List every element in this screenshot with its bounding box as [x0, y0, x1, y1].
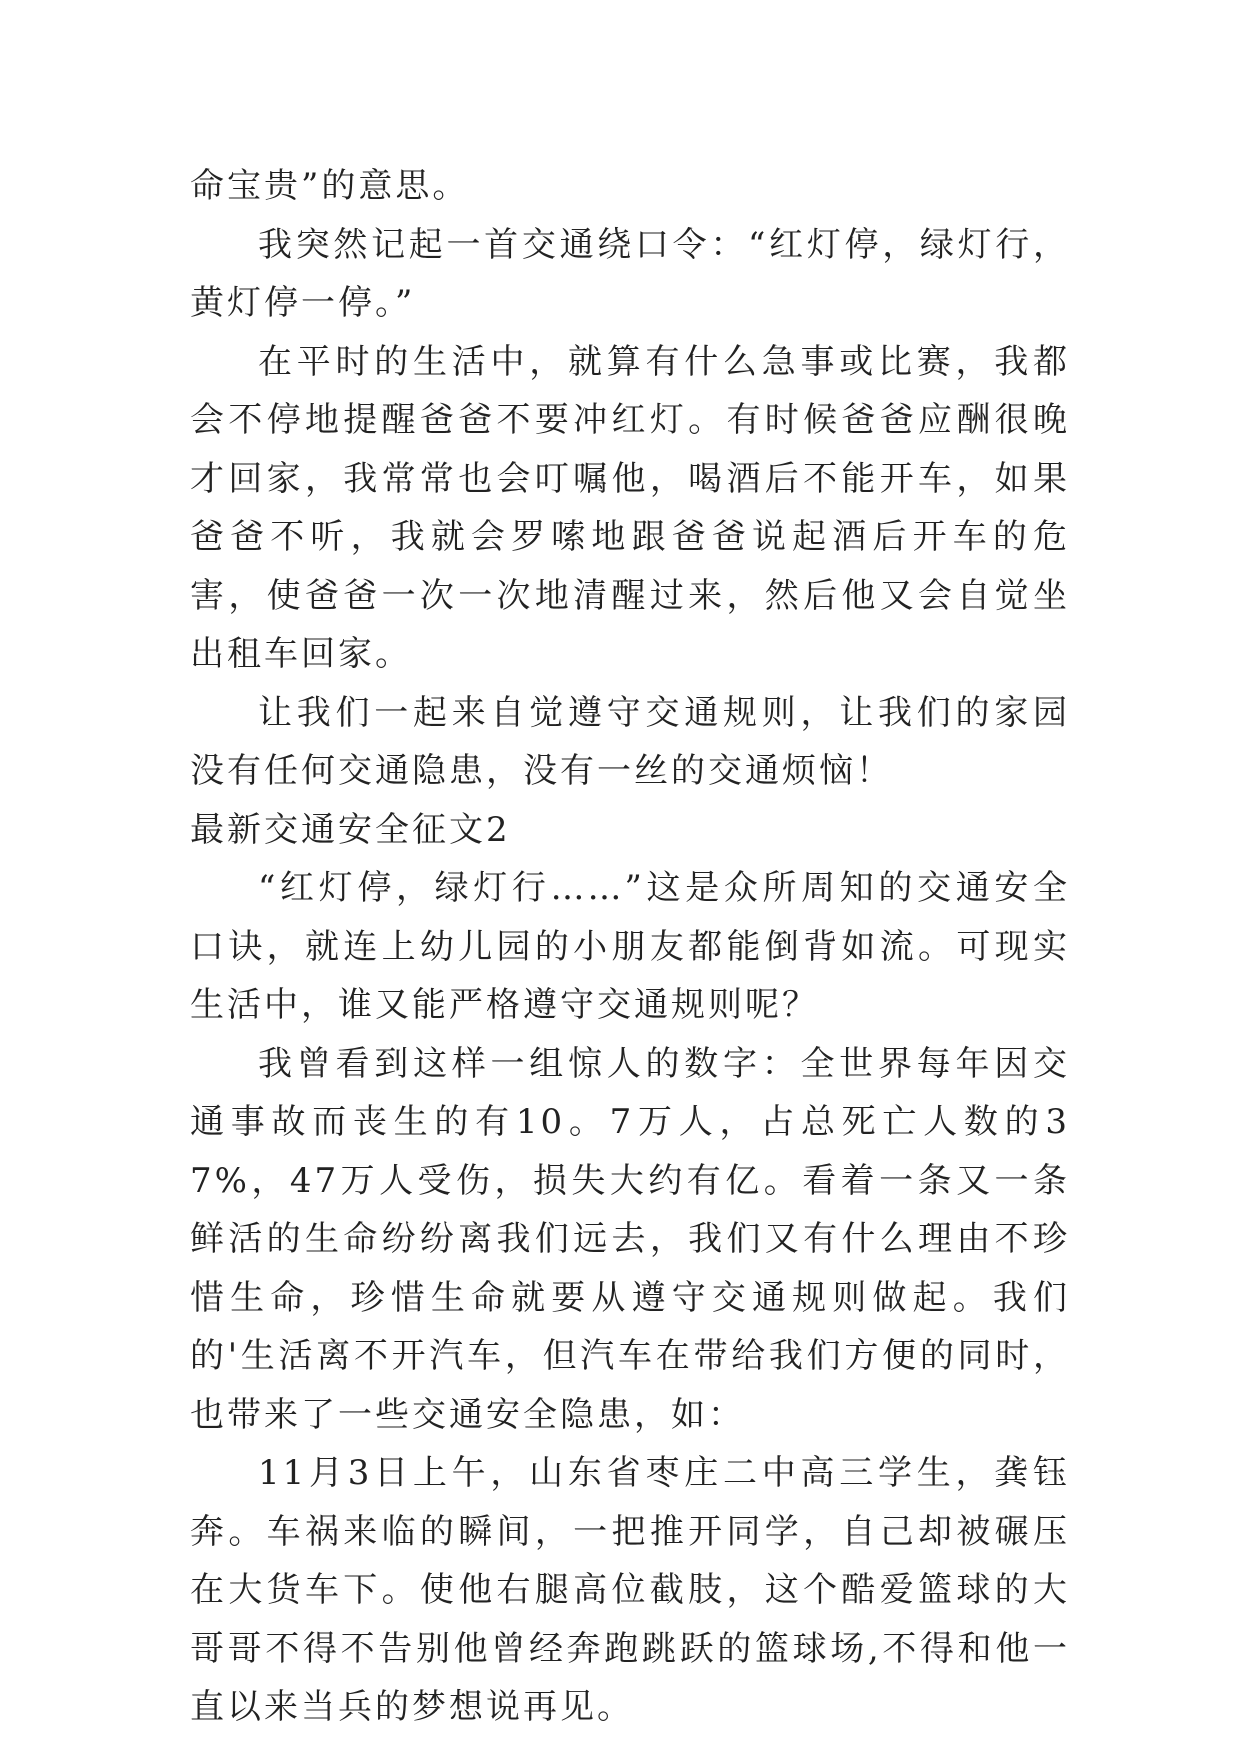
document-body [190, 157, 1070, 1737]
paragraph: 我曾看到这样一组惊人的数字：全世界每年因交通事故而丧生的有10。7万人，占总死亡人数的37%，47万人受伤，损失大约有亿。看着一条又一条鲜活的生命纷纷离我们远去，我们又有什么理由不珍惜生命，珍惜生命就要从遵守交通规则做起。我们的'生活离不开汽车，但汽车在带给我们方便的同时，也带来了一些交通安全隐患，如： [190, 1043, 1070, 1435]
paragraph: 命宝贵”的意思。 [190, 166, 470, 206]
paragraph: 让我们一起来自觉遵守交通规则，让我们的家园没有任何交通隐患，没有一丝的交通烦恼！ [190, 692, 1070, 791]
paragraph: 我突然记起一首交通绕口令：“红灯停，绿灯行，黄灯停一停。” [190, 224, 1070, 323]
section-title: 最新交通安全征文2 [190, 809, 511, 850]
paragraph: “红灯停，绿灯行……”这是众所周知的交通安全口诀，就连上幼儿园的小朋友都能倒背如流。可现实生活中，谁又能严格遵守交通规则呢？ [190, 868, 1070, 1025]
paragraph: 在平时的生活中，就算有什么急事或比赛，我都会不停地提醒爸爸不要冲红灯。有时候爸爸应酬很晚才回家，我常常也会叮嘱他，喝酒后不能开车，如果爸爸不听，我就会罗嗦地跟爸爸说起酒后开车的危害，使爸爸一次一次地清醒过来，然后他又会自觉坐出租车回家。 [190, 341, 1070, 674]
paragraph: 11月3日上午，山东省枣庄二中高三学生，龚钰奔。车祸来临的瞬间，一把推开同学，自己却被碾压在大货车下。使他右腿高位截肢，这个酷爱篮球的大哥哥不得不告别他曾经奔跑跳跃的篮球场,不得和他一直以来当兵的梦想说再见。 [190, 1453, 1070, 1727]
